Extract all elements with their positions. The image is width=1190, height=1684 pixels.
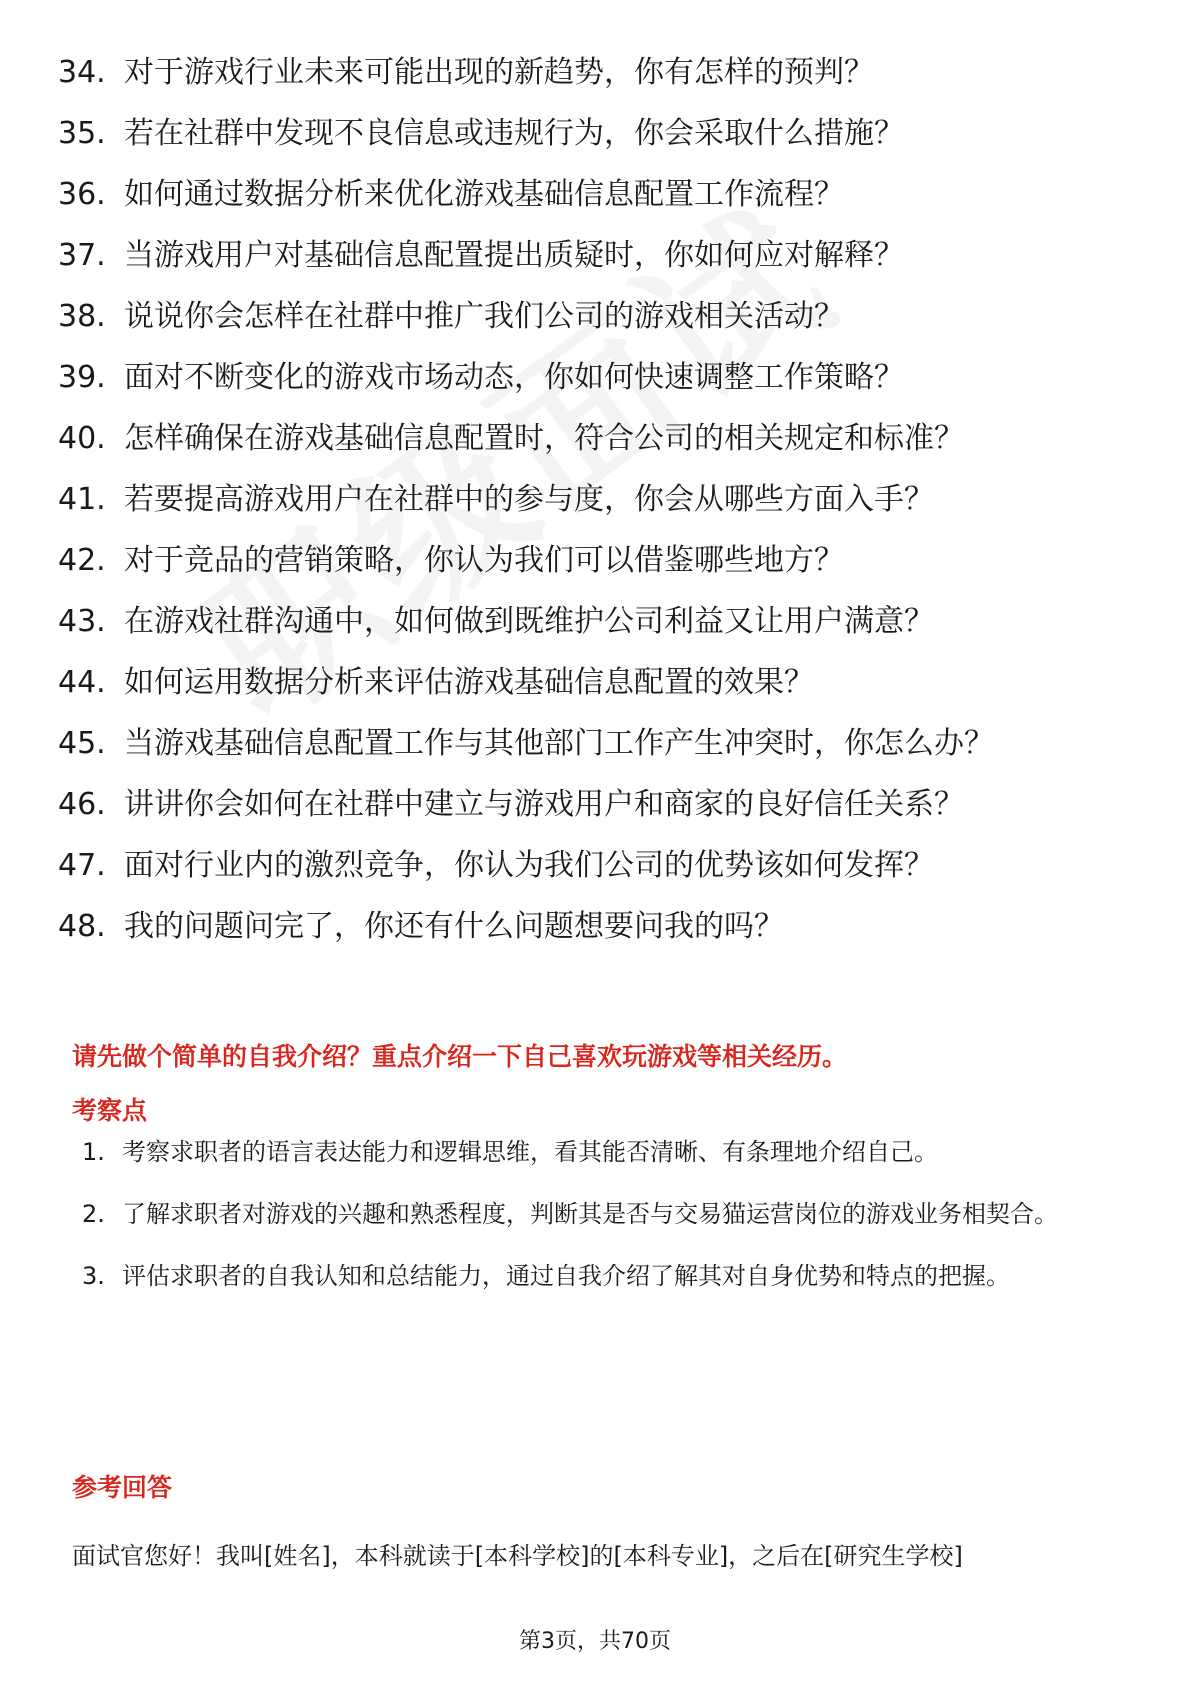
- list-item: 34. 对于游戏行业未来可能出现的新趋势，你有怎样的预判？: [58, 55, 874, 90]
- list-item: 2. 了解求职者对游戏的兴趣和熟悉程度，判断其是否与交易猫运营岗位的游戏业务相契合。: [82, 1200, 1058, 1228]
- points-list: [82, 1124, 1132, 1310]
- list-item: 42. 对于竞品的营销策略，你认为我们可以借鉴哪些地方？: [58, 543, 844, 578]
- answer-heading: 参考回答: [72, 1473, 173, 1502]
- list-item: 48. 我的问题问完了，你还有什么问题想要问我的吗？: [58, 909, 784, 944]
- answer-text: 面试官您好！我叫[姓名]，本科就读于[本科学校]的[本科专业]，之后在[研究生学校]: [72, 1542, 963, 1570]
- list-item: 45. 当游戏基础信息配置工作与其他部门工作产生冲突时，你怎么办？: [58, 726, 994, 761]
- list-item: 46. 讲讲你会如何在社群中建立与游戏用户和商家的良好信任关系？: [58, 787, 964, 822]
- list-item: 3. 评估求职者的自我认知和总结能力，通过自我介绍了解其对自身优势和特点的把握。: [82, 1262, 1010, 1290]
- list-item: 36. 如何通过数据分析来优化游戏基础信息配置工作流程？: [58, 177, 844, 212]
- list-item: 47. 面对行业内的激烈竞争，你认为我们公司的优势该如何发挥？: [58, 848, 934, 883]
- list-item: 41. 若要提高游戏用户在社群中的参与度，你会从哪些方面入手？: [58, 482, 934, 517]
- list-item: 43. 在游戏社群沟通中，如何做到既维护公司利益又让用户满意？: [58, 604, 934, 639]
- list-item: 44. 如何运用数据分析来评估游戏基础信息配置的效果？: [58, 665, 814, 700]
- list-item: 39. 面对不断变化的游戏市场动态，你如何快速调整工作策略？: [58, 360, 904, 395]
- question-list: [58, 52, 1138, 967]
- list-item: 1. 考察求职者的语言表达能力和逻辑思维，看其能否清晰、有条理地介绍自己。: [82, 1138, 938, 1166]
- list-item: 35. 若在社群中发现不良信息或违规行为，你会采取什么措施？: [58, 116, 904, 151]
- points-heading: 考察点: [72, 1096, 148, 1125]
- list-item: 37. 当游戏用户对基础信息配置提出质疑时，你如何应对解释？: [58, 238, 904, 273]
- highlight-question: 请先做个简单的自我介绍？重点介绍一下自己喜欢玩游戏等相关经历。: [72, 1042, 848, 1071]
- page-footer: 第3页，共70页: [519, 1629, 671, 1654]
- list-item: 40. 怎样确保在游戏基础信息配置时，符合公司的相关规定和标准？: [58, 421, 964, 456]
- list-item: 38. 说说你会怎样在社群中推广我们公司的游戏相关活动？: [58, 299, 844, 334]
